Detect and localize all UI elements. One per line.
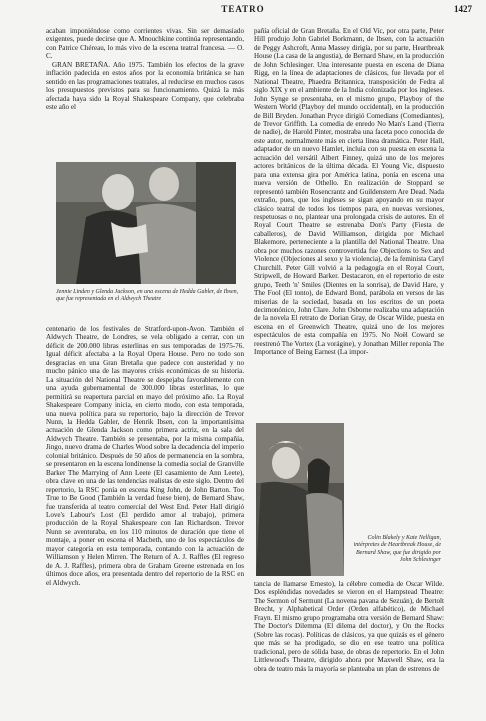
photo-heartbreak-house (256, 423, 344, 576)
running-header: TEATRO (221, 4, 265, 14)
column-left-top (46, 27, 244, 159)
paragraph: centenario de los festivales de Stratford-upon-Avon. También el Aldwych Theatre, de Londres, se vela obligado a cerrar, con un déficit de 200.000 libras esterlinas en sus temporadas de 1975-76. Igual déficit afectaba a la Royal Opera House. Pero no todo son desgracias en una Gran Bretaña que padece con austeridad y no mucho pánico una de las mayores crisis económicas de su historia. La situación del National Theatre se despejaba favorablemente con una ayuda gubernamental de 300.000 libras esterlinas, lo que permitirá su reapertura parcial en mayo del próximo año. La Royal Shakespeare Company inicia, en cierto modo, con esta temporada, una nueva política para su repertorio, bajo la dirección de Trevor Nunn, la Hedda Gabler, de Henrik Ibsen, con la importantísima actuación de Glenda Jackson como primera actriz, en la sala del Aldwych Theatre. También se presentaba, por la misma compañía, Jingo, nuevo drama de Charles Wood sobre la decadencia del imperio colonial británico. Después de 50 años de permanencia en la sombra, se presentaron en la escena londinense la comedia social de Granville Barker The Marrying of Ann Leete (El casamiento de Ann Leete), obra clave en una de las tendencias realistas de este siglo. Dentro del repertorio, la RSC ponía en escena King John, de John Barton. Too True to Be Good (También la verdad fuese bien), de Bernard Shaw, fue transferida al teatro comercial del West End. Peter Hall dirigió Love's Labour's Lost (El perdido amor al trabajo), primera producción de la Royal Shakespeare con Ian Richardson. Trevor Nunn se aventuraba, en los 110 minutos de duración que tiene el montaje, a poner en escena el Macbeth, uno de los espectáculos de mayor categoría en esta temporada, contando con la actuación de Williamson y Helen Mirren. The Return of A. J. Raffles (El regreso de A. J. Raffles), primera obra de Graham Greene estrenada en los últimos doce años, era presentada dentro del repertorio de la RSC en el Aldwych. (46, 325, 244, 587)
paragraph: tancia de llamarse Ernesto), la célebre comedia de Oscar Wilde. Dos espléndidas novedades se vieron en el Hampstead Theatre: The Sermon of Sermunt (La novena pavana de Sezuán), de Bertolt Brecht, y Alphabetical Order (Orden alfabético), de Michael Frayn. El mismo grupo programaba otra versión de Bernard Shaw: The Doctor's Dilemma (El dilema del doctor), y On the Rocks (Sobre las rocas). Políticas de clásicos, ya que quizás es el género que más se ha prodigado, se dio en ese teatro una política tradicional, pero de sólida base, de obras de repertorio. En el John Littlewood's Theatre, dirigido ahora por Maxwell Shaw, era la obra de teatro más la mayoría se planteaba un plan de estrenos de (254, 580, 444, 673)
column-right-bottom (254, 580, 444, 719)
paragraph: pañía oficial de Gran Bretaña. En el Old Vic, por otra parte, Peter Hill produjo John Gabriel Borkmann, de Ibsen, con la actuación de Peggy Ashcroft, Anna Massey dirigía, por su parte, Heartbreak House (La casa de la angustia), de Bernard Shaw, en la producción de John Schlesinger. Una interesante puesta en escena de Diana Rigg, en la línea de adaptaciones de clásicos, fue llevada por el National Theatre, Phaedra Britannica, transposición de Fedra al siglo XIX y en el ambiente de la India colonizada por los ingleses. John Synge se presentaba, en el mismo grupo, Playboy of the Western World (Playboy del mundo occidental), en la producción de Bill Bryden. Jonathan Pryce dirigió Comedians (Comediantes), de Trevor Griffith. La comedia de enredo No Man's Land (Tierra de nadie), de Harold Pinter, mostraba una faceta poco conocida de este autor, normalmente más en cierta línea dramática. Peter Hall, adaptador de un nuevo Hamlet, incluía con su puesta en escena la actuación del versátil Albert Finney, quizá uno de los mejores actores británicos de la última década. El Young Vic, dispuesto para una extensa gira por América latina, ponía en escena una nueva versión de Othello. En realización de Stoppard se representó también Rosencrantz and Guildenstern Are Dead. Nada extraño, pues, que los ingleses se sigan apoyando en su mayor clásico teatral de todos los tiempos para, en nuevas versiones, respetuosas o no, plantear una prolongada crisis de autores. En el Royal Court Theatre se estrenaba Don's Party (Fiesta de caballeros), de David Williamson, dirigida por Michael Blakemore, perteneciente a la plantilla del National Theatre. Una obra por muchos razones controvertida fue Objections to Sex and Violence (Objeciones al sexo y la violencia), de la feminista Caryl Churchill. Peter Gill volvió a la pedagogía en el Royal Court, Stripwell, de Howard Barker. Destacaron, en el repertorio de este grupo, Teeth 'n' Smiles (Dientes en la sonrisa), de David Hare, y The Fool (El tonto), de Edward Bond, parábola en versos de las miserias de la sociedad, basada en los escritos de un poeta decimonónico, John Clare. John Osborne realizaba una adaptación de la novela El retrato de Dorian Gray, de Oscar Wilde, puesta en escena en el Greenwich Theatre, quizá uno de los mejores espectáculos de esta compañía en 1975. No Noël Coward se reestrenó The Vortex (La vorágine), y Jonathan Miller reponía The Importance of Being Earnest (La impor- (254, 27, 444, 357)
column-left-bottom (46, 325, 244, 719)
paragraph: acaban imponiéndose como corrientes vivas. Sin ser demasiado exigentes, puede decirse que A. Mnouchkine continúa representando, con Patrice Chéreau, lo más vivo de la escena teatral francesa. — O. C. (46, 27, 244, 61)
page-number: 1427 (454, 4, 472, 14)
column-right-top (254, 27, 444, 419)
photo-caption: Colin Blakely y Kate Nelligan, intérpretes de Heartbreak House, de Bernard Shaw, que fue dirigido por John Schlesinger (353, 535, 441, 564)
photo-hedda-gabler (56, 162, 236, 284)
paragraph: GRAN BRETAÑA. Año 1975. También los efectos de la grave inflación padecida en estos años por la economía británica se han sentido en las programaciones teatrales, al reducirse en muchos casos los presupuestos previstos para su funcionamiento. Quizá la más afectada haya sido la Royal Shakespeare Company, que celebraba este año el (46, 60, 244, 112)
photo-caption: Jennie Linden y Glenda Jackson, en una escena de Hedda Gabler, de Ibsen, que fue representada en el Aldwych Theatre (56, 289, 239, 303)
